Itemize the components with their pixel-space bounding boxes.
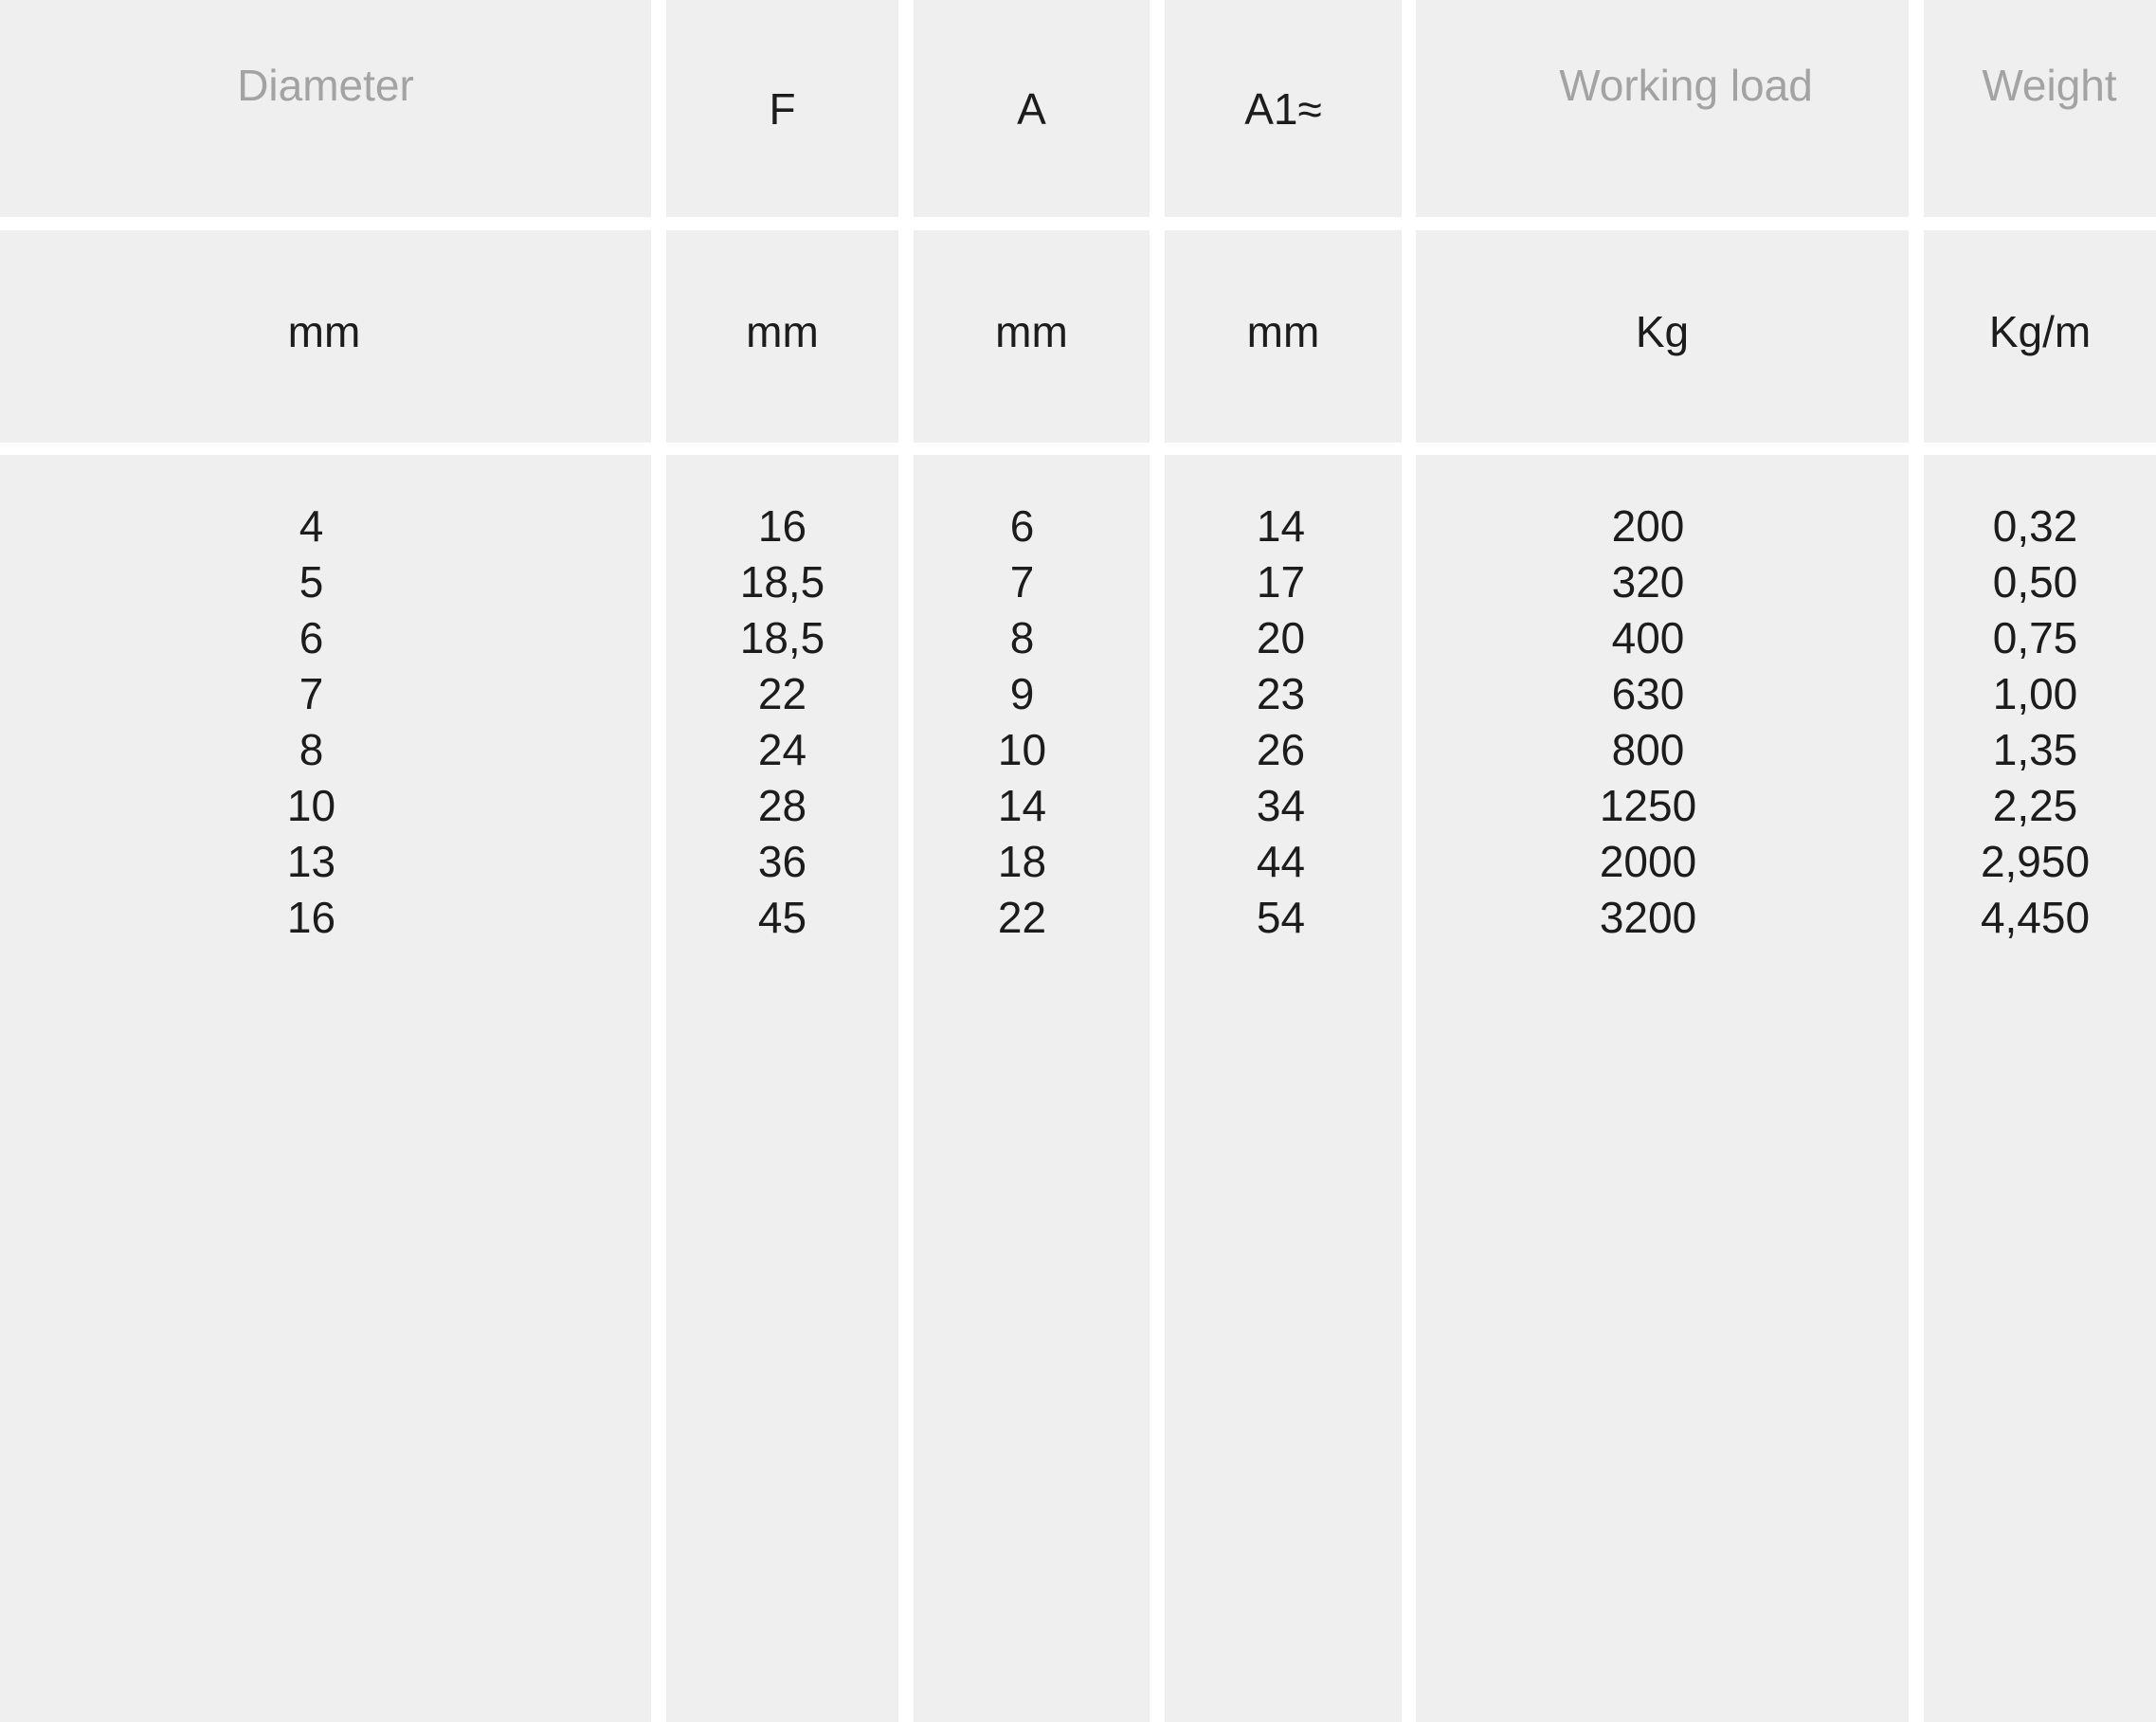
value-a-3: 8: [1009, 613, 1035, 662]
value-weight-6: 2,25: [1992, 781, 2078, 830]
value-a1-6: 34: [1256, 781, 1306, 830]
values-list-working-load: [1416, 498, 1909, 946]
value-diameter-6: 10: [286, 781, 336, 830]
values-cell-weight: [1924, 455, 2156, 1722]
value-diameter-8: 16: [286, 893, 336, 942]
value-diameter-1: 4: [299, 501, 324, 551]
header-cell-working-load: [1416, 0, 1909, 217]
unit-cell-working-load: [1416, 230, 1909, 443]
unit-a: mm: [995, 307, 1068, 356]
header-cell-weight: [1924, 0, 2156, 217]
header-cell-a: [914, 0, 1150, 217]
header-weight: Weight: [1982, 61, 2117, 110]
value-a-6: 14: [997, 781, 1047, 830]
value-a1-3: 20: [1256, 613, 1306, 662]
value-weight-3: 0,75: [1992, 613, 2078, 662]
values-list-f: [666, 498, 898, 946]
header-cell-f: [666, 0, 898, 217]
header-diameter: Diameter: [237, 61, 414, 110]
value-f-6: 28: [757, 781, 807, 830]
value-a1-5: 26: [1256, 725, 1306, 774]
value-a-4: 9: [1009, 669, 1035, 718]
value-diameter-2: 5: [299, 557, 324, 607]
unit-weight: Kg/m: [1988, 307, 2092, 356]
value-a-2: 7: [1009, 557, 1035, 607]
value-working-load-1: 200: [1611, 501, 1685, 551]
value-diameter-4: 7: [299, 669, 324, 718]
values-list-a: [914, 498, 1150, 946]
value-working-load-2: 320: [1611, 557, 1685, 607]
header-a: A: [1017, 84, 1046, 134]
unit-f: mm: [746, 307, 819, 356]
value-a1-1: 14: [1256, 501, 1306, 551]
unit-diameter: mm: [287, 307, 361, 356]
value-f-1: 16: [757, 501, 807, 551]
value-f-3: 18,5: [739, 613, 825, 662]
values-cell-a: [914, 455, 1150, 1722]
header-cell-diameter: [0, 0, 651, 217]
value-a1-8: 54: [1256, 893, 1306, 942]
value-f-5: 24: [757, 725, 807, 774]
values-cell-a1: [1165, 455, 1402, 1722]
header-working-load: Working load: [1559, 61, 1813, 110]
value-diameter-5: 8: [299, 725, 324, 774]
value-a1-4: 23: [1256, 669, 1306, 718]
value-working-load-6: 1250: [1599, 781, 1697, 830]
unit-cell-a: [914, 230, 1150, 443]
unit-cell-f: [666, 230, 898, 443]
value-weight-5: 1,35: [1992, 725, 2078, 774]
unit-cell-weight: [1924, 230, 2156, 443]
value-working-load-8: 3200: [1599, 893, 1697, 942]
values-list-diameter: [0, 498, 651, 946]
values-cell-diameter: [0, 455, 651, 1722]
value-working-load-4: 630: [1611, 669, 1685, 718]
header-cell-a1: [1165, 0, 1402, 217]
unit-cell-diameter: [0, 230, 651, 443]
value-weight-1: 0,32: [1992, 501, 2078, 551]
value-f-4: 22: [757, 669, 807, 718]
unit-working-load: Kg: [1635, 307, 1690, 356]
value-a1-7: 44: [1256, 837, 1306, 886]
values-list-a1: [1165, 498, 1402, 946]
value-a-1: 6: [1009, 501, 1035, 551]
value-diameter-3: 6: [299, 613, 324, 662]
value-weight-4: 1,00: [1992, 669, 2078, 718]
values-cell-working-load: [1416, 455, 1909, 1722]
value-f-7: 36: [757, 837, 807, 886]
values-cell-f: [666, 455, 898, 1722]
value-f-8: 45: [757, 893, 807, 942]
unit-a1: mm: [1246, 307, 1320, 356]
values-list-weight: [1924, 498, 2156, 946]
value-working-load-7: 2000: [1599, 837, 1697, 886]
value-a-8: 22: [997, 893, 1047, 942]
value-weight-2: 0,50: [1992, 557, 2078, 607]
header-a1: A1≈: [1244, 84, 1322, 134]
header-f: F: [769, 84, 796, 134]
value-a1-2: 17: [1256, 557, 1306, 607]
unit-cell-a1: [1165, 230, 1402, 443]
value-working-load-5: 800: [1611, 725, 1685, 774]
value-working-load-3: 400: [1611, 613, 1685, 662]
value-a-5: 10: [997, 725, 1047, 774]
value-weight-8: 4,450: [1980, 893, 2091, 942]
value-weight-7: 2,950: [1980, 837, 2091, 886]
value-diameter-7: 13: [286, 837, 336, 886]
value-f-2: 18,5: [739, 557, 825, 607]
value-a-7: 18: [997, 837, 1047, 886]
